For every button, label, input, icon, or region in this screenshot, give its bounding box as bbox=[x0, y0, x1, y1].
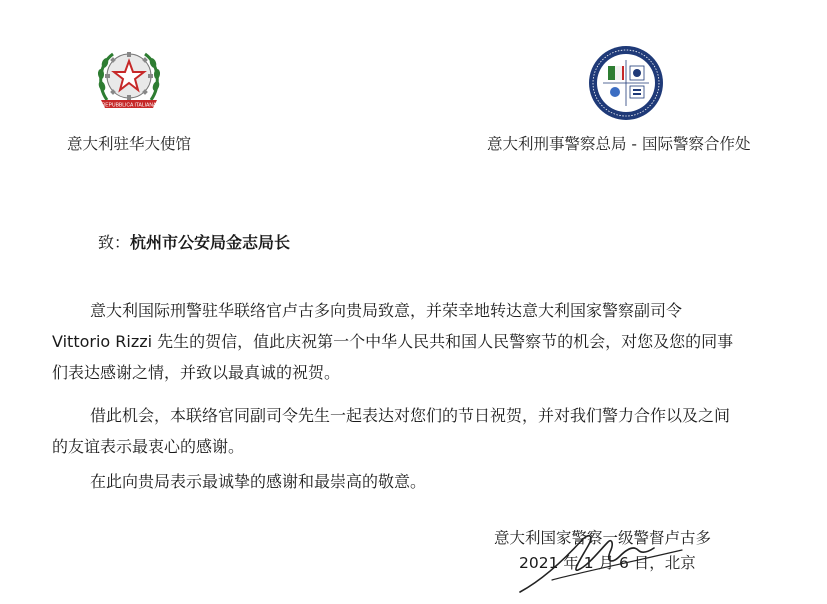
letter-paragraph-3 bbox=[52, 466, 782, 497]
paragraph-1-line-3: 们表达感谢之情，并致以最真诚的祝贺。 bbox=[52, 363, 341, 382]
police-cooperation-seal-icon bbox=[587, 44, 665, 122]
paragraph-2-line-2: 的友谊表示最衷心的感谢。 bbox=[52, 437, 245, 456]
salutation-prefix: 致： bbox=[98, 233, 131, 252]
date-location-line: 2021 年 1 月 6 日，北京 bbox=[519, 554, 696, 572]
paragraph-1-line-1: 意大利国际刑警驻华联络官卢古多向贵局致意，并荣幸地转达意大利国家警察副司令 bbox=[90, 301, 683, 320]
letter-paragraph-1 bbox=[52, 295, 782, 388]
paragraph-2-line-1: 借此机会，本联络官同副司令先生一起表达对您们的节日祝贺，并对我们警力合作以及之间 bbox=[90, 406, 731, 425]
paragraph-3-line-1: 在此向贵局表示最诚挚的感谢和最崇高的敬意。 bbox=[90, 472, 427, 491]
signatory-line: 意大利国家警察一级警督卢古多 bbox=[494, 529, 712, 547]
italian-republic-emblem-icon bbox=[93, 42, 165, 114]
addressee-line bbox=[98, 230, 290, 253]
police-department-title: 意大利刑事警察总局 - 国际警察合作处 bbox=[487, 135, 751, 153]
salutation-name: 杭州市公安局金志局长 bbox=[130, 233, 291, 252]
embassy-title: 意大利驻华大使馆 bbox=[67, 135, 192, 153]
letter-paragraph-2 bbox=[52, 400, 782, 462]
paragraph-1-line-2: Vittorio Rizzi 先生的贺信，值此庆祝第一个中华人民共和国人民警察节的机会，对您及您的同事 bbox=[52, 332, 734, 351]
svg-text:REPUBBLICA ITALIANA: REPUBBLICA ITALIANA bbox=[101, 102, 157, 109]
